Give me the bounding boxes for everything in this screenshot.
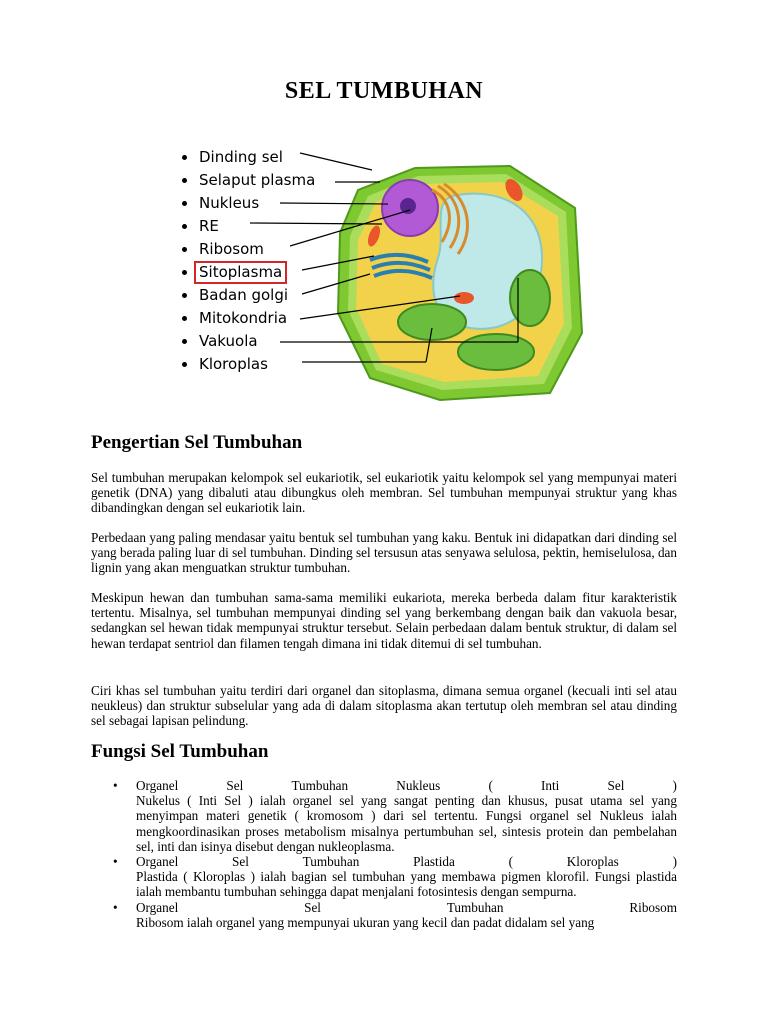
page-title: SEL TUMBUHAN: [284, 78, 484, 104]
diagram-label: Vakuola: [182, 330, 315, 353]
list-item-heading: Organel Sel Tumbuhan Nukleus ( Inti Sel ): [136, 778, 677, 793]
list-item-text: Plastida ( Kloroplas ) ialah bagian sel tumbuhan yang membawa pigmen klorofil. Fungsi plastida ialah membantu tumbuhan sehingga dapat menjalani fotosintesis dengan sempurna.: [136, 869, 677, 900]
paragraph: Meskipun hewan dan tumbuhan sama-sama memiliki eukariota, mereka berbeda dalam fitur karakteristik tertentu. Misalnya, sel tumbuhan mempunyai dinding sel yang berkembang dengan baik dan vakuola besar, sedangkan sel hewan tidak mempunyai struktur tersebut. Selain perbedaan dalam bentuk struktur, di dalam sel hewan terdapat sentriol dan filamen tengah dimana ini tidak ditemui di sel tumbuhan.: [91, 590, 677, 651]
bullet-icon: •: [113, 778, 118, 793]
bullet-icon: [182, 201, 187, 206]
bullet-icon: [182, 316, 187, 321]
diagram-label: Mitokondria: [182, 307, 315, 330]
nucleolus: [400, 198, 416, 214]
diagram-label-list: [182, 146, 315, 376]
bullet-icon: •: [113, 854, 118, 870]
chloroplast: [398, 304, 466, 340]
function-list: [91, 778, 677, 930]
list-item-text: Nukelus ( Inti Sel ) ialah organel sel yang sangat penting dan khusus, pusat utama sel yang menyimpan materi genetik ( kromosom ) dari sel tertentu. Fungsi organel sel Nukleus ialah mengkoordinasikan proses metabolism misalnya pertumbuhan sel, sintesis protein dan pembelahan sel, inti dan isinya disebut dengan nukleoplasma.: [136, 793, 677, 854]
section-heading-fungsi: Fungsi Sel Tumbuhan: [91, 741, 269, 762]
section-heading-pengertian: Pengertian Sel Tumbuhan: [91, 432, 303, 453]
list-item: [91, 900, 677, 930]
diagram-label: RE: [182, 215, 315, 238]
bullet-icon: [182, 293, 187, 298]
bullet-icon: [182, 178, 187, 183]
mitochondria: [454, 292, 474, 304]
chloroplast: [510, 270, 550, 326]
paragraph: Ciri khas sel tumbuhan yaitu terdiri dari organel dan sitoplasma, dimana semua organel (kecuali inti sel atau neukleus) dan struktur subselular yang ada di dalam sitoplasma akan tertutup oleh membran sel atau dinding sel sebagai lapisan pelindung.: [91, 683, 677, 729]
diagram-label: Nukleus: [182, 192, 315, 215]
diagram-label: Dinding sel: [182, 146, 315, 169]
list-item-heading: Organel Sel Tumbuhan Ribosom: [136, 899, 677, 915]
list-item-heading: Organel Sel Tumbuhan Plastida ( Kloroplas ): [136, 854, 677, 870]
paragraph: Perbedaan yang paling mendasar yaitu bentuk sel tumbuhan yang kaku. Bentuk ini didapatkan dari dinding sel yang berada paling luar di sel tumbuhan. Dinding sel tersusun atas senyawa selulosa, pektin, hemiselulosa, dan lignin yang akan menguatkan struktur tumbuhan.: [91, 530, 677, 576]
bullet-icon: •: [113, 899, 118, 915]
bullet-icon: [182, 224, 187, 229]
paragraph: Sel tumbuhan merupakan kelompok sel eukariotik, sel eukariotik yaitu kelompok sel yang mempunyai materi genetik (DNA) yang dibaluti atau dibungkus oleh membran. Sel tumbuhan mempunyai struktur yang khas dibandingkan dengan sel eukariotik lain.: [91, 470, 677, 516]
diagram-label: Kloroplas: [182, 353, 315, 376]
bullet-icon: [182, 247, 187, 252]
bullet-icon: [182, 270, 187, 275]
bullet-icon: [182, 155, 187, 160]
diagram-label: Badan golgi: [182, 284, 315, 307]
diagram-label: Selaput plasma: [182, 169, 315, 192]
list-item: [91, 778, 677, 854]
diagram-label-highlighted: Sitoplasma: [182, 261, 315, 284]
list-item-text: Ribosom ialah organel yang mempunyai ukuran yang kecil dan padat didalam sel yang: [136, 914, 595, 930]
diagram-label: Ribosom: [182, 238, 315, 261]
chloroplast: [458, 334, 534, 370]
list-item: [91, 854, 677, 900]
plant-cell-diagram: [170, 138, 600, 410]
bullet-icon: [182, 362, 187, 367]
bullet-icon: [182, 339, 187, 344]
